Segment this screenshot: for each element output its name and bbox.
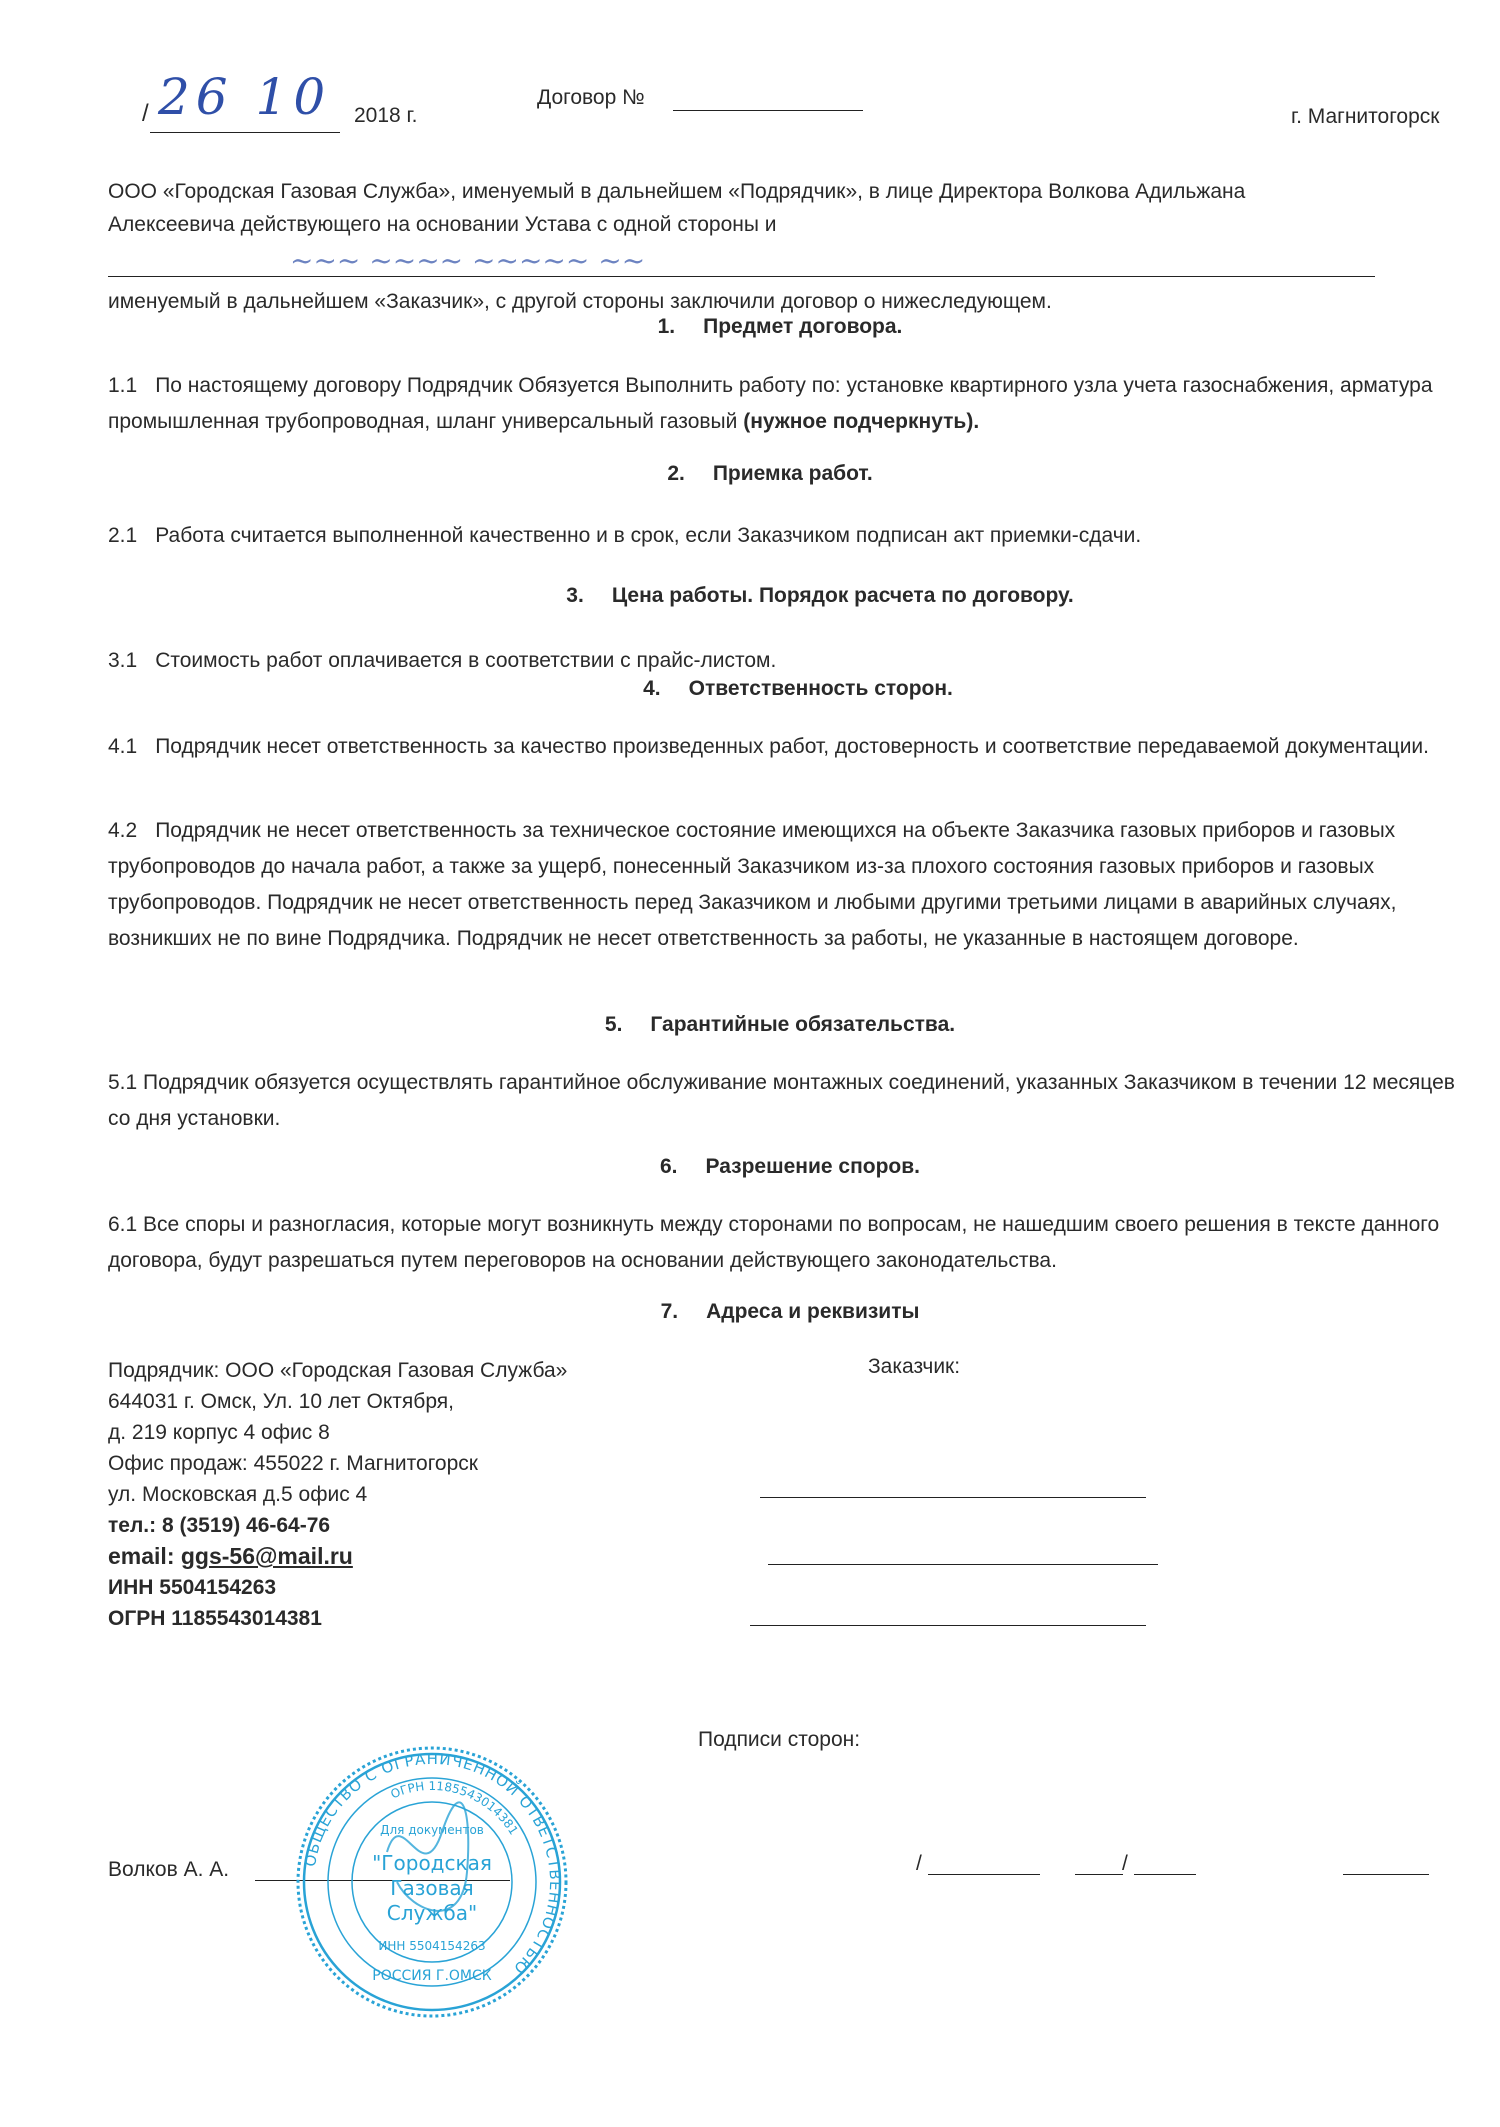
- stamp-name-line-1: "Городская: [372, 1851, 492, 1875]
- contract-number-label: Договор №: [537, 86, 645, 109]
- contractor-inn: ИНН 5504154263: [108, 1576, 277, 1599]
- customer-label: Заказчик:: [868, 1355, 961, 1378]
- section-2-heading: 2. Приемка работ.: [667, 462, 873, 485]
- handwritten-date: 26 10: [158, 68, 332, 126]
- intro-line-2: Алексеевича действующего на основании Устава с одной стороны и: [108, 213, 777, 236]
- section-5-heading: 5. Гарантийные обязательства.: [604, 1013, 956, 1036]
- year-label: 2018 г.: [354, 104, 418, 127]
- stamp-name-line-2: Газовая: [390, 1876, 474, 1900]
- stamp-bottom-text: РОССИЯ Г.ОМСК: [372, 1968, 492, 1984]
- clause-5-1: 5.1 Подрядчик обязуется осуществлять гарантийное обслуживание монтажных соединений, указанных Заказчиком в течении 12 месяцев со дня установки.: [108, 1071, 1455, 1130]
- contractor-line-4: Офис продаж: 455022 г. Магнитогорск: [108, 1452, 478, 1475]
- sign-slash-1: /: [916, 1852, 922, 1875]
- clause-4-1: 4.1 Подрядчик несет ответственность за качество произведенных работ, достоверность и соответствие передаваемой документации.: [108, 735, 1429, 758]
- clause-2-1: 2.1 Работа считается выполненной качественно и в срок, если Заказчиком подписан акт приемки-сдачи.: [108, 524, 1142, 547]
- email-link[interactable]: ggs-56@mail.ru: [180, 1543, 353, 1569]
- customer-sign-line-4: [1343, 1874, 1429, 1875]
- section-1-heading: 1. Предмет договора.: [657, 315, 903, 338]
- contractor-phone: тел.: 8 (3519) 46-64-76: [108, 1514, 331, 1537]
- date-prefix: /: [142, 100, 149, 127]
- city-label: г. Магнитогорск: [1291, 105, 1440, 128]
- contractor-line-5: ул. Московская д.5 офис 4: [108, 1483, 368, 1506]
- section-6-heading: 6. Разрешение споров.: [659, 1155, 920, 1178]
- company-stamp: [292, 1742, 572, 2022]
- date-line: [150, 132, 340, 133]
- section-7-heading: 7. Адреса и реквизиты: [660, 1300, 920, 1323]
- stamp-ogrn-text: ОГРН 1185543014381: [388, 1778, 521, 1838]
- stamp-outer-text: ОБЩЕСТВО С ОГРАНИЧЕННОЙ ОТВЕТСТВЕННОСТЬЮ: [300, 1749, 565, 1979]
- customer-line-2: [768, 1564, 1158, 1565]
- signatures-title: Подписи сторон:: [698, 1728, 861, 1751]
- clause-1-1: 1.1 По настоящему договору Подрядчик Обязуется Выполнить работу по: установке квартирного узла учета газоснабжения, арматура промышленная трубопроводная, шланг универсальный газовый (нужное подчеркнуть).: [108, 374, 1433, 433]
- customer-sign-line-3: [1134, 1874, 1196, 1875]
- customer-line-1: [760, 1497, 1146, 1498]
- clause-4-2: 4.2 Подрядчик не несет ответственность за техническое состояние имеющихся на объекте Заказчика газовых приборов и газовых трубопроводов до начала работ, а также за ущерб, понесенный Заказчиком из-за плохого состояния газовых приборов и газовых трубопроводов. Подрядчик не несет ответственность перед Заказчиком и любыми другими третьими лицами в аварийных случаях, возникших не по вине Подрядчика. Подрядчик не несет ответственность за работы, не указанные в настоящем договоре.: [108, 819, 1397, 950]
- sign-slash-2: /: [1122, 1852, 1128, 1875]
- customer-sign-line-2: [1075, 1874, 1123, 1875]
- contractor-signer-name: Волков А. А.: [108, 1858, 230, 1881]
- contractor-line-3: д. 219 корпус 4 офис 8: [108, 1421, 330, 1444]
- contract-number-line: [673, 110, 863, 111]
- contractor-line-2: 644031 г. Омск, Ул. 10 лет Октября,: [108, 1390, 454, 1413]
- intro-line-1: ООО «Городская Газовая Служба», именуемый в дальнейшем «Подрядчик», в лице Директора Волкова Адильжана: [108, 180, 1246, 203]
- stamp-name-line-3: Служба": [386, 1901, 478, 1925]
- intro-line-3: именуемый в дальнейшем «Заказчик», с другой стороны заключили договор о нижеследующем.: [108, 290, 1052, 313]
- stamp-inn: ИНН 5504154263: [378, 1939, 486, 1953]
- section-4-heading: 4. Ответственность сторон.: [643, 677, 953, 700]
- stamp-for-docs: Для документов: [380, 1823, 484, 1837]
- customer-sign-line-1: [928, 1874, 1040, 1875]
- clause-3-1: 3.1 Стоимость работ оплачивается в соответствии с прайс-листом.: [108, 649, 777, 672]
- contractor-line-1: Подрядчик: ООО «Городская Газовая Служба»: [108, 1359, 568, 1382]
- clause-6-1: 6.1 Все споры и разногласия, которые могут возникнуть между сторонами по вопросам, не нашедшим своего решения в тексте данного договора, будут разрешаться путем переговоров на основании действующего законодательства.: [108, 1213, 1440, 1272]
- customer-line-3: [750, 1625, 1146, 1626]
- customer-name-handwriting: ~~~ ~~~~ ~~~~~ ~~: [290, 244, 646, 277]
- contractor-ogrn: ОГРН 1185543014381: [108, 1607, 322, 1630]
- contractor-requisites: [108, 1355, 567, 1634]
- section-3-heading: 3. Цена работы. Порядок расчета по договору.: [566, 584, 1074, 607]
- contractor-email: email: ggs-56@mail.ru: [108, 1543, 353, 1569]
